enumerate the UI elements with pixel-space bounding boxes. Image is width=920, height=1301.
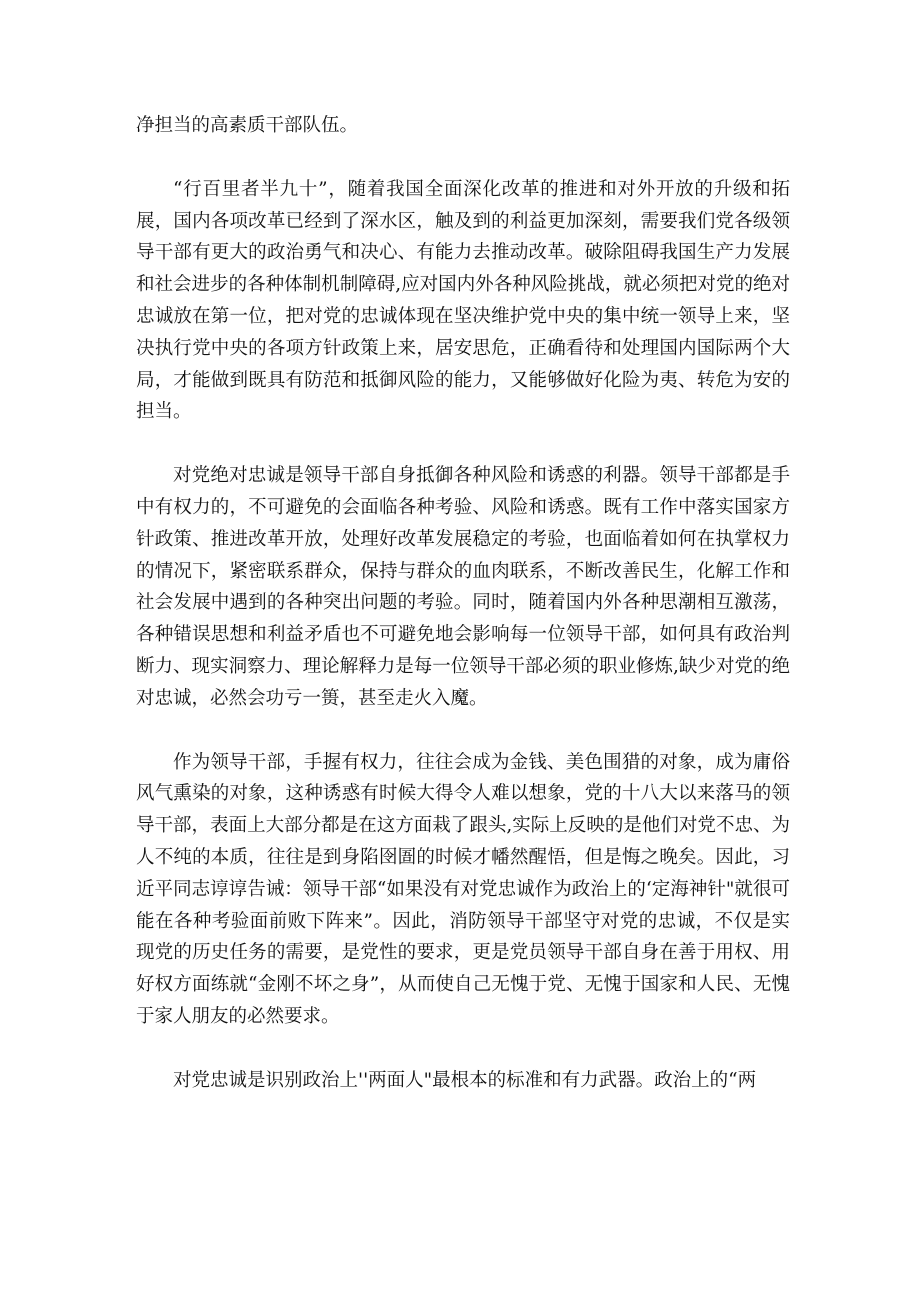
paragraph-resist-risk: 对党绝对忠诚是领导干部自身抵御各种风险和诱惑的利器。领导干部都是手中有权力的，不可避免的会面临各种考验、风险和诱惑。既有工作中落实国家方针政策、推进改革开放，处理好改革发展稳定的考验，也面临着如何在执掌权力的情况下，紧密联系群众，保持与群众的血肉联系，不断改善民生，化解工作和社会发展中遇到的各种突出问题的考验。同时，随着国内外各种思潮相互激荡，各种错误思想和利益矛盾也不可避免地会影响每一位领导干部，如何具有政治判断力、现实洞察力、理论解释力是每一位领导干部必须的职业修炼,缺少对党的绝对忠诚，必然会功亏一篑，甚至走火入魔。 — [136, 465, 790, 709]
paragraph-temptation: 作为领导干部，手握有权力，往往会成为金钱、美色围猎的对象，成为庸俗风气熏染的对象，这种诱惑有时候大得令人难以想象，党的十八大以来落马的领导干部，表面上大部分都是在这方面栽了跟头,实际上反映的是他们对党不忠、为人不纯的本质，往往是到身陷囹圄的时候才幡然醒悟，但是悔之晚矣。因此，习近平同志谆谆告诫：领导干部“如果没有对党忠诚作为政治上的‘定海神针"就很可能在各种考验面前败下阵来”。因此，消防领导干部坚守对党的忠诚，不仅是实现党的历史任务的需要，是党性的要求，更是党员领导干部自身在善于用权、用好权方面练就“金刚不坏之身”，从而使自己无愧于党、无愧于国家和人民、无愧于家人朋友的必然要求。 — [136, 751, 790, 1027]
document-body — [136, 110, 790, 1129]
paragraph-continuation: 净担当的高素质干部队伍。 — [136, 115, 359, 136]
paragraph-reform: “行百里者半九十”，随着我国全面深化改革的推进和对外开放的升级和拓展，国内各项改革已经到了深水区，触及到的利益更加深刻，需要我们党各级领导干部有更大的政治勇气和决心、有能力去推动改革。破除阻碍我国生产力发展和社会进步的各种体制机制障碍,应对国内外各种风险挑战，就必须把对党的绝对忠诚放在第一位，把对党的忠诚体现在坚决维护党中央的集中统一领导上来，坚决执行党中央的各项方针政策上来，居安思危，正确看待和处理国内国际两个大局，才能做到既具有防范和抵御风险的能力，又能够做好化险为夷、转危为安的担当。 — [136, 178, 790, 423]
paragraph-two-faced: 对党忠诚是识别政治上''两面人"最根本的标准和有力武器。政治上的“两 — [173, 1069, 757, 1091]
